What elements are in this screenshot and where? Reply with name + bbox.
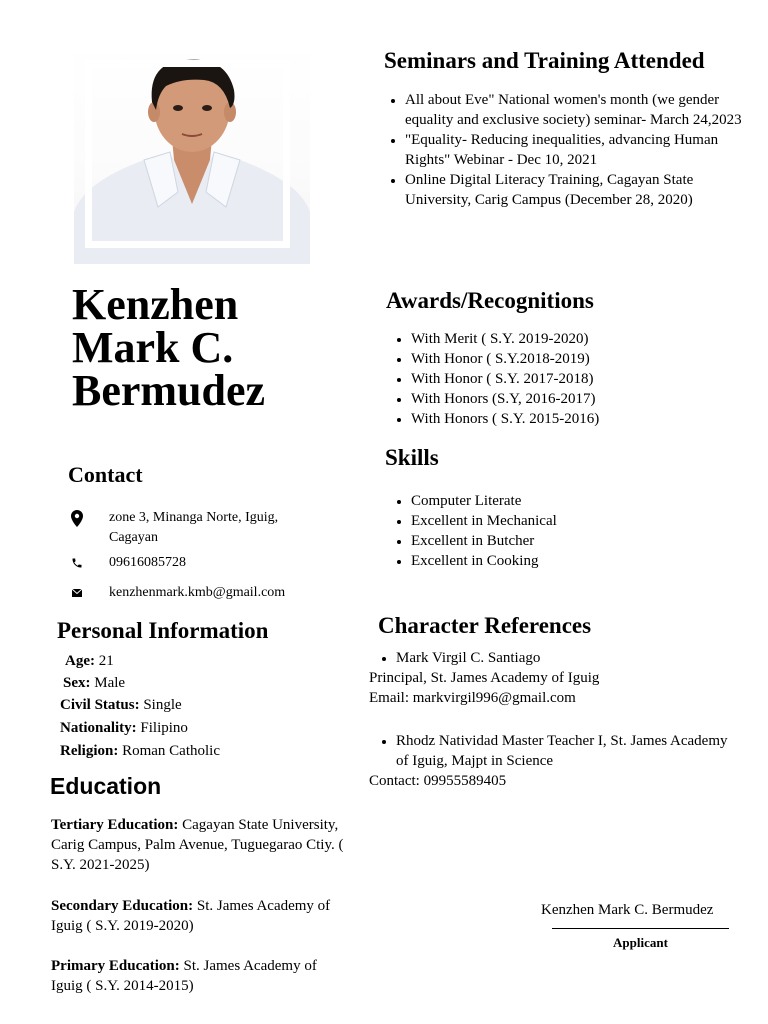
reference-1-list — [369, 648, 729, 668]
photo-frame — [85, 60, 290, 248]
personal-info-heading — [57, 617, 268, 644]
name-line-2: Mark C. — [72, 323, 234, 372]
personal-religion — [60, 740, 220, 762]
tertiary-label: Tertiary Education: — [51, 817, 179, 833]
awards-list — [389, 329, 711, 429]
list-item: Online Digital Literacy Training, Cagayan State University, Carig Campus (December 28, 2020) — [405, 170, 750, 210]
education-secondary — [51, 896, 351, 936]
reference-1 — [369, 648, 729, 708]
personal-civil-status — [60, 694, 182, 716]
list-item: With Honor ( S.Y.2018-2019) — [411, 349, 711, 369]
location-pin-icon — [66, 508, 88, 528]
reference-2-list — [369, 731, 729, 771]
secondary-value: St. James Academy of Iguig ( S.Y. 2019-2020) — [51, 898, 331, 934]
signature-role: Applicant — [613, 935, 668, 950]
nationality-value: Filipino — [136, 720, 188, 736]
signature-name: Kenzhen Mark C. Bermudez — [541, 902, 714, 918]
contact-phone: 09616085728 — [109, 555, 186, 570]
contact-phone-row — [66, 553, 326, 573]
list-item: With Honor ( S.Y. 2017-2018) — [411, 369, 711, 389]
phone-icon — [66, 553, 88, 573]
skills-list — [389, 491, 711, 571]
seminars-list — [383, 90, 750, 210]
tertiary-value: Cagayan State University, Carig Campus, Palm Avenue, Tuguegarao Ctiy. ( S.Y. 2021-2025) — [51, 817, 344, 873]
personal-age — [65, 650, 114, 672]
primary-label: Primary Education: — [51, 958, 180, 974]
sex-value: Male — [90, 675, 126, 691]
name-line-3: Bermudez — [72, 366, 266, 415]
applicant-name — [72, 280, 362, 415]
list-item: Excellent in Mechanical — [411, 511, 711, 531]
contact-heading: Contact — [68, 462, 143, 487]
list-item: Excellent in Cooking — [411, 551, 711, 571]
reference-2 — [369, 731, 729, 791]
education-heading: Education — [50, 773, 162, 799]
contact-address: zone 3, Minanga Norte, Iguig, Cagayan — [109, 510, 279, 545]
education-tertiary — [51, 815, 351, 875]
references-heading — [378, 612, 591, 639]
applicant-photo — [74, 42, 310, 264]
secondary-label: Secondary Education: — [51, 898, 194, 914]
envelope-icon — [66, 583, 88, 603]
religion-label: Religion: — [60, 743, 119, 759]
contact-email[interactable]: kenzhenmark.kmb@gmail.com — [109, 585, 286, 600]
sex-label: Sex: — [63, 675, 91, 691]
age-label: Age: — [65, 653, 95, 669]
personal-nationality — [60, 717, 188, 739]
civil-status-value: Single — [139, 697, 182, 713]
reference-1-name: Mark Virgil C. Santiago — [396, 648, 729, 668]
list-item: With Honors (S.Y, 2016-2017) — [411, 389, 711, 409]
reference-2-contact: Contact: 09955589405 — [369, 773, 507, 789]
age-value: 21 — [95, 653, 114, 669]
list-item: All about Eve" National women's month (we gender equality and exclusive society) seminar- March 24,2023 — [405, 90, 750, 130]
list-item: With Honors ( S.Y. 2015-2016) — [411, 409, 711, 429]
awards-heading: Awards/Recognitions — [386, 288, 594, 313]
seminars-heading: Seminars and Training Attended — [384, 48, 705, 73]
religion-value: Roman Catholic — [118, 743, 220, 759]
list-item: Excellent in Butcher — [411, 531, 711, 551]
name-line-1: Kenzhen — [72, 280, 239, 329]
personal-info-title-text: Personal Information — [57, 618, 269, 643]
personal-sex — [63, 672, 125, 694]
reference-1-position: Principal, St. James Academy of Iguig — [369, 670, 600, 686]
primary-value: St. James Academy of Iguig ( S.Y. 2014-2015) — [51, 958, 317, 994]
reference-2-name: Rhodz Natividad Master Teacher I, St. James Academy of Iguig, Majpt in Science — [396, 733, 728, 769]
list-item: Computer Literate — [411, 491, 711, 511]
reference-1-contact: Email: markvirgil996@gmail.com — [369, 690, 576, 706]
references-title-text: Character References — [378, 613, 592, 638]
contact-email-row — [66, 583, 326, 603]
list-item: With Merit ( S.Y. 2019-2020) — [411, 329, 711, 349]
nationality-label: Nationality: — [60, 720, 137, 736]
education-primary — [51, 956, 351, 996]
contact-address-row — [66, 508, 326, 548]
skills-heading: Skills — [385, 445, 439, 470]
list-item: "Equality- Reducing inequalities, advancing Human Rights" Webinar - Dec 10, 2021 — [405, 130, 750, 170]
signature-line — [552, 928, 729, 929]
civil-status-label: Civil Status: — [60, 697, 140, 713]
